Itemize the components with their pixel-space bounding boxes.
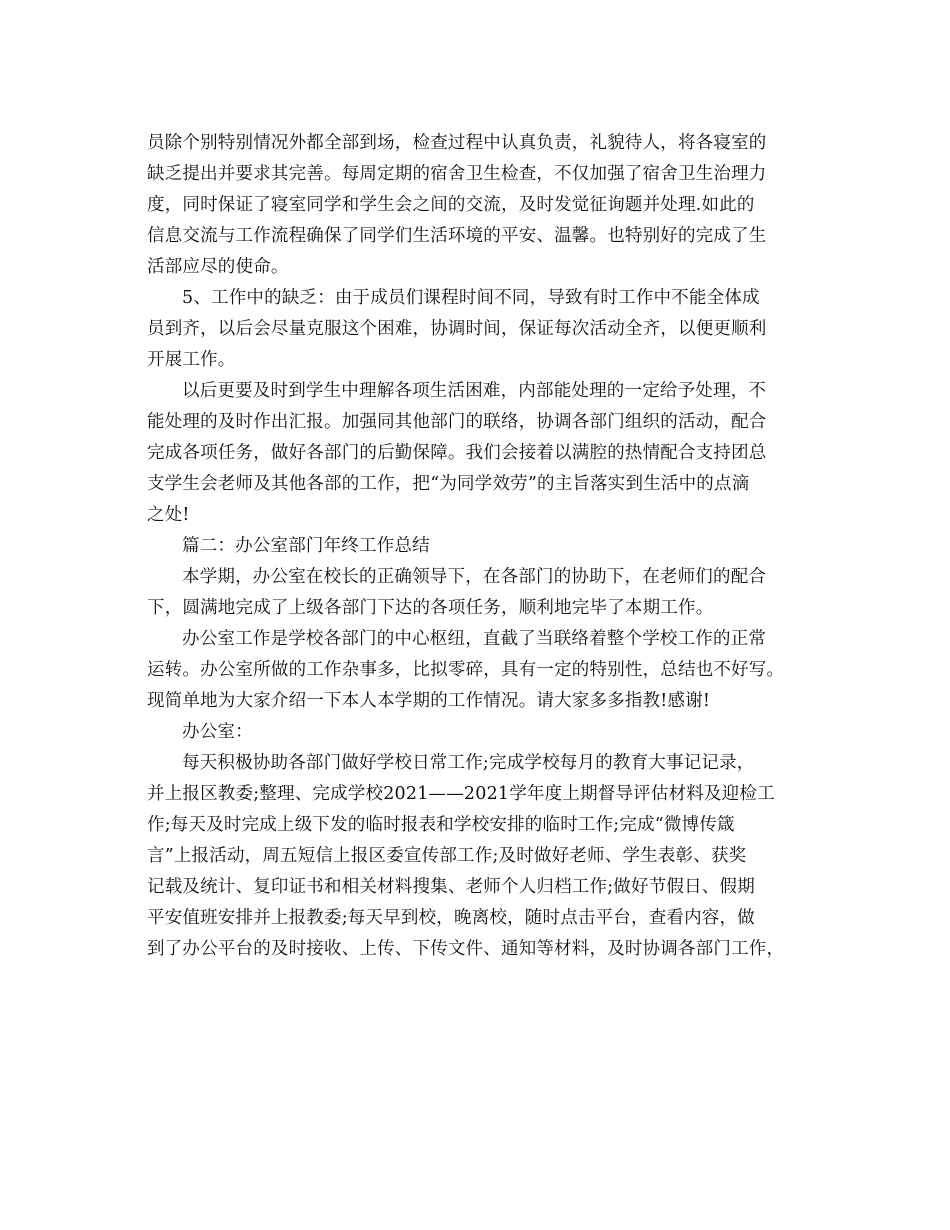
text-line: 平安值班安排并上报教委;每天早到校，晚离校，随时点击平台，查看内容，做 xyxy=(147,908,755,928)
text-line: 5、工作中的缺乏：由于成员们课程时间不同，导致有时工作中不能全体成 xyxy=(182,288,760,308)
text-line: 能处理的及时作出汇报。加强同其他部门的联络，协调各部门组织的活动，配合 xyxy=(147,412,767,432)
text-line: 现简单地为大家介绍一下本人本学期的工作情况。请大家多多指教!感谢! xyxy=(147,691,711,711)
document-body xyxy=(147,128,812,965)
text-line: 下，圆满地完成了上级各部门下达的各项任务，顺利地完毕了本期工作。 xyxy=(147,598,714,618)
text-line: 员除个别特别情况外都全部到场，检查过程中认真负责，礼貌待人，将各寝室的 xyxy=(147,133,767,153)
text-line: 开展工作。 xyxy=(147,350,236,370)
text-line: 缺乏提出并要求其完善。每周定期的宿舍卫生检查，不仅加强了宿舍卫生治理力 xyxy=(147,164,767,184)
text-line: 篇二：办公室部门年终工作总结 xyxy=(182,536,430,556)
text-line: 并上报区教委;整理、完成学校2021——2021学年度上期督导评估材料及迎检工 xyxy=(147,784,775,804)
text-line: 到了办公平台的及时接收、上传、下传文件、通知等材料，及时协调各部门工作， xyxy=(147,939,785,959)
text-line: 之处! xyxy=(147,505,190,525)
text-line: 度，同时保证了寝室同学和学生会之间的交流，及时发觉征询题并处理.如此的 xyxy=(147,195,755,215)
text-line: 运转。办公室所做的工作杂事多，比拟零碎，具有一定的特别性，总结也不好写。 xyxy=(147,660,785,680)
text-line: 员到齐，以后会尽量克服这个困难，协调时间，保证每次活动全齐，以便更顺利 xyxy=(147,319,767,339)
text-line: 记载及统计、复印证书和相关材料搜集、老师个人归档工作;做好节假日、假期 xyxy=(147,877,755,897)
text-line: 作;每天及时完成上级下发的临时报表和学校安排的临时工作;完成“微博传箴 xyxy=(147,815,735,835)
text-line: 以后更要及时到学生中理解各项生活困难，内部能处理的一定给予处理，不 xyxy=(182,381,767,401)
text-line: 支学生会老师及其他各部的工作，把“为同学效劳”的主旨落实到生活中的点滴 xyxy=(147,474,750,494)
text-line: 完成各项任务，做好各部门的后勤保障。我们会接着以满腔的热情配合支持团总 xyxy=(147,443,767,463)
text-line: 信息交流与工作流程确保了同学们生活环境的平安、温馨。也特别好的完成了生 xyxy=(147,226,767,246)
text-line: 言”上报活动，周五短信上报区委宣传部工作;及时做好老师、学生表彰、获奖 xyxy=(147,846,747,866)
text-line: 本学期，办公室在校长的正确领导下，在各部门的协助下，在老师们的配合 xyxy=(182,567,767,587)
text-line: 活部应尽的使命。 xyxy=(147,257,289,277)
text-line: 办公室工作是学校各部门的中心枢纽，直截了当联络着整个学校工作的正常 xyxy=(182,629,767,649)
text-line: 每天积极协助各部门做好学校日常工作;完成学校每月的教育大事记记录， xyxy=(182,753,755,773)
text-line: 办公室： xyxy=(182,722,253,742)
